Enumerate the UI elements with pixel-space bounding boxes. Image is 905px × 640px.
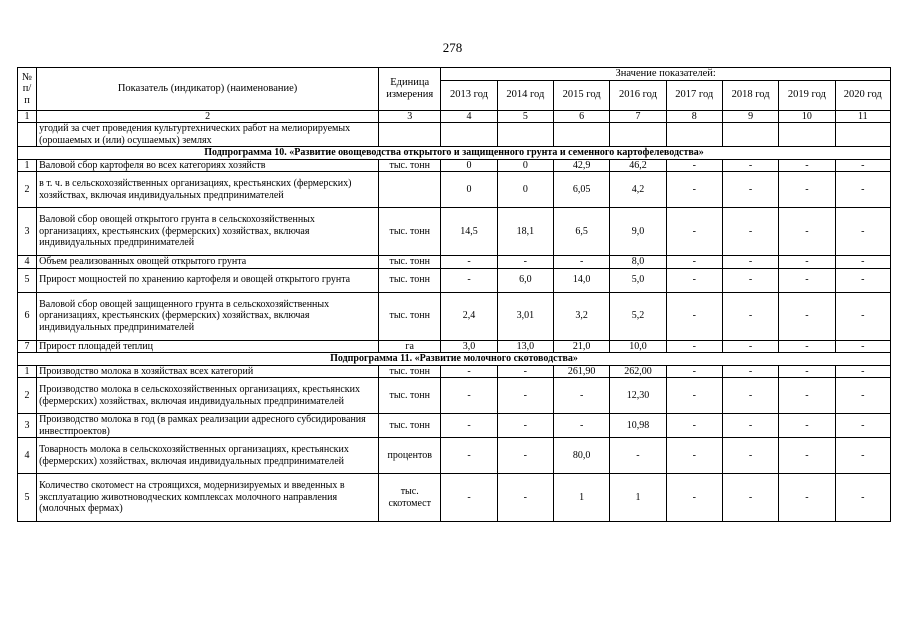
row-indicator-name: Производство молока в год (в рамках реализации адресного субсидирования инвестпроектов) bbox=[37, 414, 379, 438]
row-value: - bbox=[441, 378, 497, 414]
row-value: - bbox=[835, 438, 890, 474]
row-value: 3,0 bbox=[441, 340, 497, 353]
header-num: № п/п bbox=[18, 68, 37, 111]
row-value: 3,2 bbox=[554, 292, 610, 340]
section-title-row bbox=[18, 353, 891, 366]
header-indicator: Показатель (индикатор) (наименование) bbox=[37, 68, 379, 111]
row-value: - bbox=[441, 256, 497, 269]
row-value: - bbox=[666, 340, 722, 353]
row-value bbox=[779, 123, 835, 147]
row-indicator-name: в т. ч. в сельскохозяйственных организациях, крестьянских (фермерских) хозяйствах, включая индивидуальных предпринимателей bbox=[37, 172, 379, 208]
table-row bbox=[18, 438, 891, 474]
row-value: - bbox=[722, 159, 778, 172]
header-year: 2014 год bbox=[497, 80, 553, 110]
section-title: Подпрограмма 11. «Развитие молочного скотоводства» bbox=[18, 353, 891, 366]
row-value bbox=[835, 123, 890, 147]
header-year: 2017 год bbox=[666, 80, 722, 110]
table-row bbox=[18, 123, 891, 147]
row-value: 2,4 bbox=[441, 292, 497, 340]
row-number: 1 bbox=[18, 365, 37, 378]
row-value: 262,00 bbox=[610, 365, 666, 378]
row-value: - bbox=[779, 268, 835, 292]
row-unit bbox=[379, 172, 441, 208]
row-value: 21,0 bbox=[554, 340, 610, 353]
row-value: - bbox=[779, 438, 835, 474]
header-year: 2019 год bbox=[779, 80, 835, 110]
row-value: 10,98 bbox=[610, 414, 666, 438]
row-value: 6,05 bbox=[554, 172, 610, 208]
row-value: - bbox=[497, 378, 553, 414]
row-value: - bbox=[497, 474, 553, 522]
row-unit: тыс. тонн bbox=[379, 378, 441, 414]
row-value: - bbox=[666, 268, 722, 292]
section-title-row bbox=[18, 147, 891, 160]
row-unit: тыс. тонн bbox=[379, 256, 441, 269]
row-value: 10,0 bbox=[610, 340, 666, 353]
row-value: - bbox=[722, 268, 778, 292]
row-value: - bbox=[835, 208, 890, 256]
row-value: 12,30 bbox=[610, 378, 666, 414]
row-value: - bbox=[835, 268, 890, 292]
row-indicator-name: Прирост мощностей по хранению картофеля и овощей открытого грунта bbox=[37, 268, 379, 292]
row-value: - bbox=[666, 256, 722, 269]
row-number: 4 bbox=[18, 438, 37, 474]
row-value: 14,0 bbox=[554, 268, 610, 292]
table-row bbox=[18, 365, 891, 378]
column-number: 4 bbox=[441, 110, 497, 123]
row-value: - bbox=[779, 256, 835, 269]
column-number: 7 bbox=[610, 110, 666, 123]
row-value: - bbox=[666, 438, 722, 474]
row-value: 18,1 bbox=[497, 208, 553, 256]
row-unit: тыс. тонн bbox=[379, 414, 441, 438]
row-value: - bbox=[722, 256, 778, 269]
table-row bbox=[18, 208, 891, 256]
row-value: 5,0 bbox=[610, 268, 666, 292]
column-number: 6 bbox=[554, 110, 610, 123]
row-unit bbox=[379, 123, 441, 147]
indicators-table bbox=[17, 67, 891, 522]
row-unit: тыс. тонн bbox=[379, 208, 441, 256]
row-value: - bbox=[554, 414, 610, 438]
row-value: - bbox=[779, 365, 835, 378]
row-value: - bbox=[722, 172, 778, 208]
row-value: 80,0 bbox=[554, 438, 610, 474]
header-values-group: Значение показателей: bbox=[441, 68, 891, 81]
row-value: - bbox=[497, 365, 553, 378]
header-year: 2016 год bbox=[610, 80, 666, 110]
column-number: 8 bbox=[666, 110, 722, 123]
row-value: - bbox=[722, 378, 778, 414]
column-number: 3 bbox=[379, 110, 441, 123]
row-value: - bbox=[779, 292, 835, 340]
row-value: - bbox=[835, 340, 890, 353]
row-value: - bbox=[722, 208, 778, 256]
row-value: 13,0 bbox=[497, 340, 553, 353]
row-value: - bbox=[722, 414, 778, 438]
row-value bbox=[722, 123, 778, 147]
row-number: 6 bbox=[18, 292, 37, 340]
row-value: 4,2 bbox=[610, 172, 666, 208]
table-row bbox=[18, 172, 891, 208]
row-value: 1 bbox=[610, 474, 666, 522]
row-value bbox=[666, 123, 722, 147]
row-value: - bbox=[441, 474, 497, 522]
table-row bbox=[18, 256, 891, 269]
table-row bbox=[18, 378, 891, 414]
row-value: - bbox=[666, 414, 722, 438]
row-value bbox=[497, 123, 553, 147]
row-number: 3 bbox=[18, 208, 37, 256]
row-value: - bbox=[497, 414, 553, 438]
row-value: - bbox=[835, 474, 890, 522]
row-value: 5,2 bbox=[610, 292, 666, 340]
row-value: - bbox=[835, 172, 890, 208]
row-value: - bbox=[779, 378, 835, 414]
row-value bbox=[610, 123, 666, 147]
row-value: - bbox=[722, 292, 778, 340]
row-value: - bbox=[722, 340, 778, 353]
table-row bbox=[18, 340, 891, 353]
row-value: 3,01 bbox=[497, 292, 553, 340]
row-value: - bbox=[666, 172, 722, 208]
row-number bbox=[18, 123, 37, 147]
row-unit: тыс. тонн bbox=[379, 365, 441, 378]
row-value: 1 bbox=[554, 474, 610, 522]
row-value: 261,90 bbox=[554, 365, 610, 378]
row-value: 46,2 bbox=[610, 159, 666, 172]
column-number: 10 bbox=[779, 110, 835, 123]
row-value: 8,0 bbox=[610, 256, 666, 269]
row-unit: тыс. тонн bbox=[379, 292, 441, 340]
section-title: Подпрограмма 10. «Развитие овощеводства открытого и защищенного грунта и семенного картофелеводства» bbox=[18, 147, 891, 160]
column-number: 11 bbox=[835, 110, 890, 123]
row-value: - bbox=[497, 256, 553, 269]
header-year: 2015 год bbox=[554, 80, 610, 110]
row-value: - bbox=[610, 438, 666, 474]
row-value: - bbox=[779, 414, 835, 438]
table-row bbox=[18, 414, 891, 438]
row-unit: процентов bbox=[379, 438, 441, 474]
row-indicator-name: угодий за счет проведения культуртехнических работ на мелиорируемых (орошаемых и (или) осушаемых) землях bbox=[37, 123, 379, 147]
row-indicator-name: Производство молока в сельскохозяйственных организациях, крестьянских (фермерских) хозяйствах, включая индивидуальных предпринимателей bbox=[37, 378, 379, 414]
row-value: 0 bbox=[497, 172, 553, 208]
row-value: - bbox=[441, 414, 497, 438]
row-value: - bbox=[779, 159, 835, 172]
row-value: - bbox=[441, 268, 497, 292]
row-value: - bbox=[835, 414, 890, 438]
table-row bbox=[18, 159, 891, 172]
table-row bbox=[18, 292, 891, 340]
row-number: 7 bbox=[18, 340, 37, 353]
page-number: 278 bbox=[442, 40, 463, 55]
row-indicator-name: Валовой сбор овощей открытого грунта в сельскохозяйственных организациях, крестьянских (фермерских) хозяйствах, включая индивидуальных предпринимателей bbox=[37, 208, 379, 256]
column-number: 1 bbox=[18, 110, 37, 123]
row-value: 14,5 bbox=[441, 208, 497, 256]
row-value: - bbox=[554, 256, 610, 269]
column-number: 9 bbox=[722, 110, 778, 123]
column-number: 5 bbox=[497, 110, 553, 123]
row-indicator-name: Прирост площадей теплиц bbox=[37, 340, 379, 353]
column-number: 2 bbox=[37, 110, 379, 123]
row-number: 1 bbox=[18, 159, 37, 172]
row-value: 9,0 bbox=[610, 208, 666, 256]
row-value: 0 bbox=[441, 172, 497, 208]
row-value: - bbox=[497, 438, 553, 474]
row-value: - bbox=[722, 438, 778, 474]
row-value: - bbox=[835, 365, 890, 378]
row-number: 2 bbox=[18, 378, 37, 414]
row-value: 6,5 bbox=[554, 208, 610, 256]
row-value: - bbox=[722, 365, 778, 378]
row-unit: тыс. тонн bbox=[379, 268, 441, 292]
row-indicator-name: Валовой сбор овощей защищенного грунта в сельскохозяйственных организациях, крестьянских (фермерских) хозяйствах, включая индивидуальных предпринимателей bbox=[37, 292, 379, 340]
row-value: - bbox=[441, 365, 497, 378]
row-value: - bbox=[835, 159, 890, 172]
row-value: 6,0 bbox=[497, 268, 553, 292]
header-unit: Единица измерения bbox=[379, 68, 441, 111]
row-number: 2 bbox=[18, 172, 37, 208]
row-value: - bbox=[666, 208, 722, 256]
row-unit: га bbox=[379, 340, 441, 353]
row-value: - bbox=[835, 378, 890, 414]
row-value: - bbox=[722, 474, 778, 522]
row-indicator-name: Валовой сбор картофеля во всех категориях хозяйств bbox=[37, 159, 379, 172]
row-value bbox=[554, 123, 610, 147]
row-value: - bbox=[835, 292, 890, 340]
row-value: - bbox=[779, 340, 835, 353]
row-number: 4 bbox=[18, 256, 37, 269]
row-value: - bbox=[554, 378, 610, 414]
row-number: 3 bbox=[18, 414, 37, 438]
row-value: - bbox=[779, 172, 835, 208]
row-value: - bbox=[666, 365, 722, 378]
row-value: - bbox=[779, 474, 835, 522]
row-indicator-name: Количество скотомест на строящихся, модернизируемых и введенных в эксплуатацию животноводческих комплексах молочного направления (молочных фермах) bbox=[37, 474, 379, 522]
row-value: - bbox=[666, 292, 722, 340]
row-value: - bbox=[666, 378, 722, 414]
row-indicator-name: Объем реализованных овощей открытого грунта bbox=[37, 256, 379, 269]
table-row bbox=[18, 268, 891, 292]
row-indicator-name: Производство молока в хозяйствах всех категорий bbox=[37, 365, 379, 378]
row-unit: тыс. скотомест bbox=[379, 474, 441, 522]
row-value: 42,9 bbox=[554, 159, 610, 172]
header-year: 2018 год bbox=[722, 80, 778, 110]
row-value: - bbox=[666, 159, 722, 172]
row-value: 0 bbox=[497, 159, 553, 172]
row-value: - bbox=[779, 208, 835, 256]
row-indicator-name: Товарность молока в сельскохозяйственных организациях, крестьянских (фермерских) хозяйствах, включая индивидуальных предпринимателей bbox=[37, 438, 379, 474]
header-year: 2020 год bbox=[835, 80, 890, 110]
row-unit: тыс. тонн bbox=[379, 159, 441, 172]
row-value: 0 bbox=[441, 159, 497, 172]
table-row bbox=[18, 474, 891, 522]
row-number: 5 bbox=[18, 268, 37, 292]
row-value: - bbox=[835, 256, 890, 269]
row-value: - bbox=[666, 474, 722, 522]
row-value: - bbox=[441, 438, 497, 474]
header-year: 2013 год bbox=[441, 80, 497, 110]
row-number: 5 bbox=[18, 474, 37, 522]
row-value bbox=[441, 123, 497, 147]
